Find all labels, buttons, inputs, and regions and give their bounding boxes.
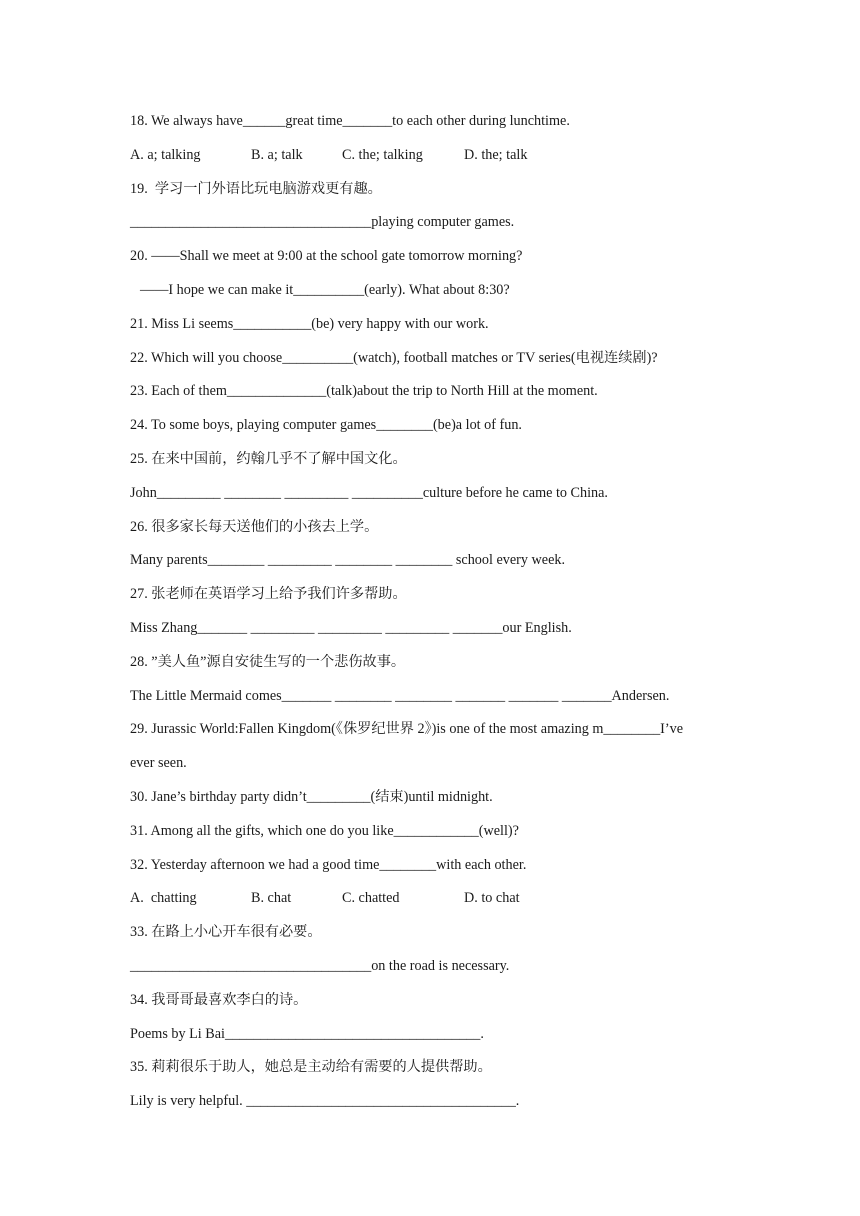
q20-text: 20. ——Shall we meet at 9:00 at the school gate tomorrow morning? bbox=[130, 248, 523, 265]
q25-prompt: 25. 在来中国前，约翰几乎不了解中国文化。 bbox=[130, 450, 407, 467]
q18-text: 18. We always have______great time_______to each other during lunchtime. bbox=[130, 113, 570, 129]
option-c: C. chatted bbox=[342, 890, 400, 907]
q29-text: 29. Jurassic World:Fallen Kingdom(《侏罗纪世界 2》)is one of the most amazing m________I’ve bbox=[130, 721, 684, 738]
q30-text: 30. Jane’s birthday party didn’t_________(结束)until midnight. bbox=[130, 788, 493, 805]
q22-text: 22. Which will you choose__________(watch), football matches or TV series(电视连续剧)? bbox=[130, 349, 658, 366]
q24-text: 24. To some boys, playing computer games________(be)a lot of fun. bbox=[130, 417, 522, 434]
option-d: D. the; talk bbox=[464, 146, 528, 163]
q27-prompt: 27. 张老师在英语学习上给予我们许多帮助。 bbox=[130, 586, 407, 603]
q35-prompt: 35. 莉莉很乐于助人，她总是主动给有需要的人提供帮助。 bbox=[130, 1059, 492, 1076]
q33-prompt: 33. 在路上小心开车很有必要。 bbox=[130, 924, 322, 941]
option-b: B. chat bbox=[251, 890, 292, 907]
q26-answer-line: Many parents________ _________ ________ ________ school every week. bbox=[130, 552, 566, 569]
exercise-sheet bbox=[130, 105, 790, 1119]
q35-answer-line: Lily is very helpful. ______________________________________. bbox=[130, 1093, 520, 1110]
q18-options bbox=[130, 139, 790, 173]
q25-answer-line: John_________ ________ _________ __________culture before he came to China. bbox=[130, 484, 608, 501]
q32-options bbox=[130, 882, 790, 916]
q31-text: 31. Among all the gifts, which one do you like____________(well)? bbox=[130, 822, 519, 839]
q19-prompt: 19. 学习一门外语比玩电脑游戏更有趣。 bbox=[130, 180, 382, 197]
option-b: B. a; talk bbox=[251, 146, 303, 163]
option-a: A. a; talking bbox=[130, 146, 201, 163]
option-c: C. the; talking bbox=[342, 146, 423, 163]
q32-text: 32. Yesterday afternoon we had a good time________with each other. bbox=[130, 856, 527, 873]
q23-text: 23. Each of them______________(talk)about the trip to North Hill at the moment. bbox=[130, 383, 598, 400]
option-a: A. chatting bbox=[130, 890, 197, 907]
q33-answer-line: __________________________________on the road is necessary. bbox=[130, 957, 510, 974]
q20-reply: ——I hope we can make it__________(early). What about 8:30? bbox=[140, 281, 510, 298]
q28-answer-line: The Little Mermaid comes_______ ________ ________ _______ _______ _______Andersen. bbox=[130, 687, 670, 704]
q26-prompt: 26. 很多家长每天送他们的小孩去上学。 bbox=[130, 518, 379, 535]
q34-answer-line: Poems by Li Bai____________________________________. bbox=[130, 1025, 484, 1042]
q19-answer-line: __________________________________playing computer games. bbox=[130, 214, 515, 231]
option-d: D. to chat bbox=[464, 890, 520, 907]
q21-text: 21. Miss Li seems___________(be) very happy with our work. bbox=[130, 315, 489, 332]
q28-prompt: 28. ”美人鱼”源自安徒生写的一个悲伤故事。 bbox=[130, 653, 406, 670]
q27-answer-line: Miss Zhang_______ _________ _________ _________ _______our English. bbox=[130, 619, 572, 636]
q29-text-cont: ever seen. bbox=[130, 755, 187, 772]
q34-prompt: 34. 我哥哥最喜欢李白的诗。 bbox=[130, 991, 308, 1008]
